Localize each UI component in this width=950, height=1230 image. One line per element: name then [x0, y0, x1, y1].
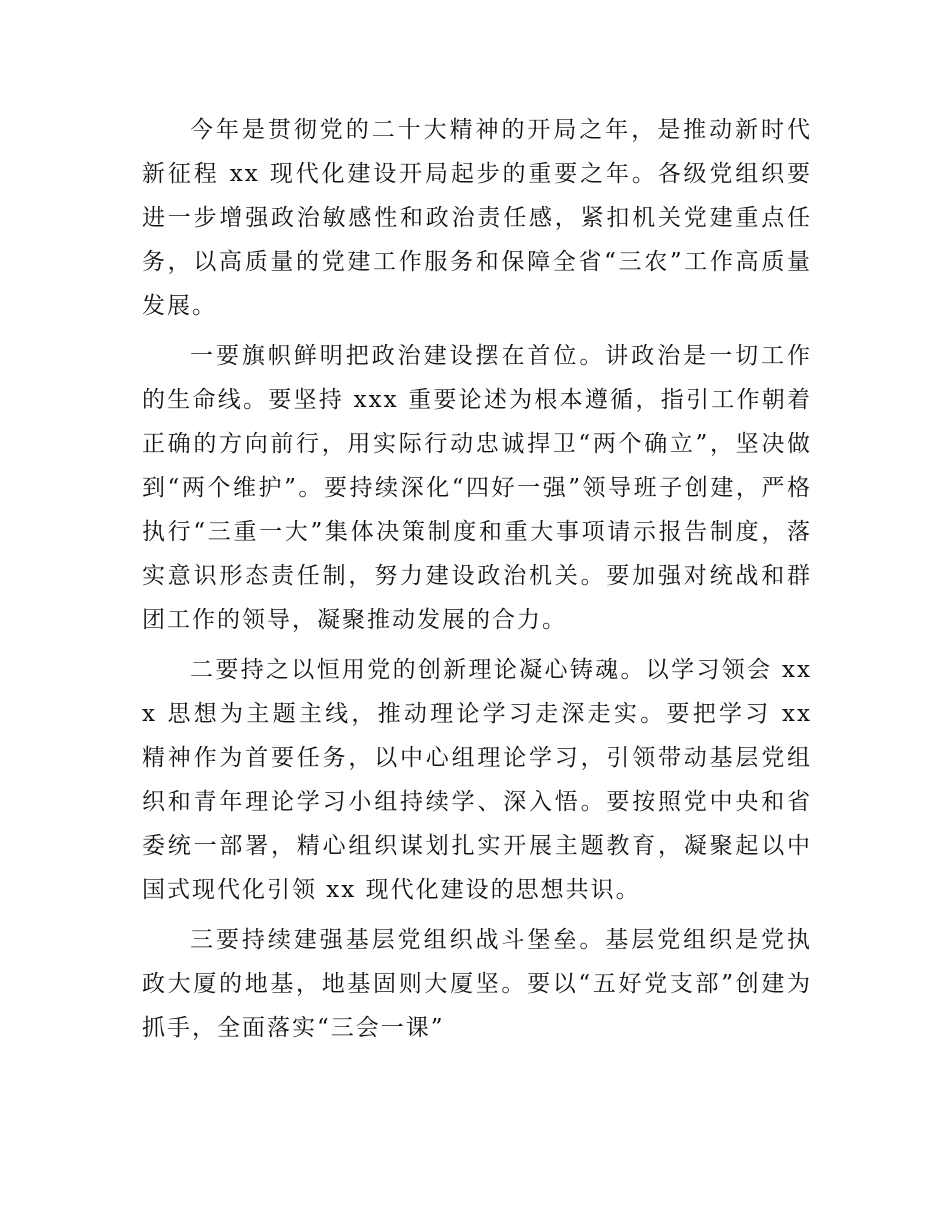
- paragraph-grassroots-organization: 三要持续建强基层党组织战斗堡垒。基层党组织是党执政大厦的地基，地基固则大厦坚。要以“五好党支部”创建为抓手，全面落实“三会一课”: [142, 927, 812, 1041]
- paragraph-political-building: 一要旗帜鲜明把政治建设摆在首位。讲政治是一切工作的生命线。要坚持 xxx 重要论述为根本遵循，指引工作朝着正确的方向前行，用实际行动忠诚捍卫“两个确立”，坚决做到“两个维护”。要持续深化“四好一强”领导班子创建，严格执行“三重一大”集体决策制度和重大事项请示报告制度，落实意识形态责任制，努力建设政治机关。要加强对统战和群团工作的领导，凝聚推动发展的合力。: [142, 343, 812, 633]
- paragraph-theory-study: 二要持之以恒用党的创新理论凝心铸魂。以学习领会 xxx 思想为主题主线，推动理论学习走深走实。要把学习 xx 精神作为首要任务，以中心组理论学习，引领带动基层党组织和青年理论学习小组持续学、深入悟。要按照党中央和省委统一部署，精心组织谋划扎实开展主题教育，凝聚起以中国式现代化引领 xx 现代化建设的思想共识。: [142, 657, 812, 903]
- paragraph-intro: 今年是贯彻党的二十大精神的开局之年，是推动新时代新征程 xx 现代化建设开局起步的重要之年。各级党组织要进一步增强政治敏感性和政治责任感，紧扣机关党建重点任务，以高质量的党建工作服务和保障全省“三农”工作高质量发展。: [142, 117, 812, 319]
- document-body: [142, 108, 812, 1056]
